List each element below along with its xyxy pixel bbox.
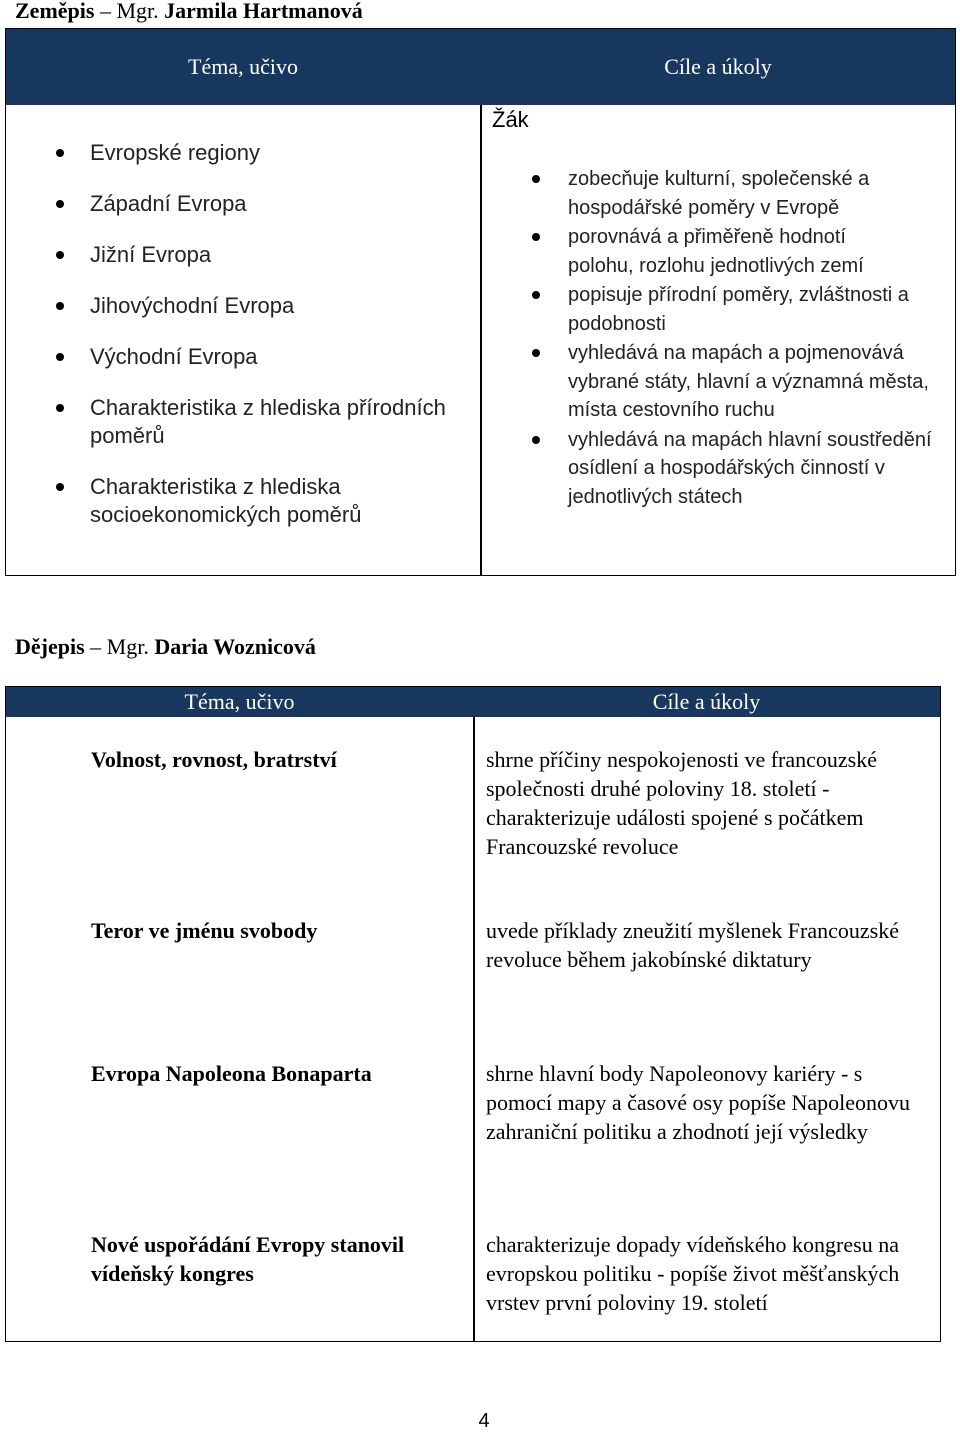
history-dash: – xyxy=(90,634,102,659)
geography-heading xyxy=(15,0,363,24)
list-item: vyhledává na mapách hlavní soustředění osídlení a hospodářských činností v jednotlivých státech xyxy=(532,426,952,512)
history-header-goals: Cíle a úkoly xyxy=(652,689,761,714)
geography-header-topic: Téma, učivo xyxy=(188,54,298,79)
history-topic: Volnost, rovnost, bratrství xyxy=(91,747,337,772)
geography-subject: Zeměpis xyxy=(15,0,95,23)
history-column-divider xyxy=(473,717,475,1341)
history-topic: Teror ve jménu svobody xyxy=(91,918,318,943)
history-table xyxy=(5,686,941,1342)
list-item: zobecňuje kulturní, společenské a hospodářské poměry v Evropě xyxy=(532,165,952,222)
history-topic: Evropa Napoleona Bonaparta xyxy=(91,1061,372,1086)
history-subject: Dějepis xyxy=(15,634,85,659)
list-item: Jihovýchodní Evropa xyxy=(6,292,476,320)
history-goal: charakterizuje dopady vídeňského kongresu na evropskou politiku - popíše život měšťanských vrstev první poloviny 19. století xyxy=(486,1232,900,1315)
geography-teacher-name: Jarmila Hartmanová xyxy=(164,0,363,23)
list-item: porovnává a přiměřeně hodnotí polohu, rozlohu jednotlivých zemí xyxy=(532,223,952,280)
geography-teacher-title: Mgr. xyxy=(116,0,159,23)
list-item: Západní Evropa xyxy=(6,190,476,218)
history-goal: shrne příčiny nespokojenosti ve francouzské společnosti druhé poloviny 18. století - charakterizuje události spojené s počátkem Francouzské revoluce xyxy=(486,747,877,859)
history-teacher-title: Mgr. xyxy=(106,634,149,659)
geography-topics-list xyxy=(6,139,476,552)
geography-column-divider xyxy=(480,105,482,575)
history-topic: Nové uspořádání Evropy stanovil vídeňský kongres xyxy=(91,1232,405,1286)
page-number: 4 xyxy=(478,1410,490,1432)
list-item: vyhledává na mapách a pojmenovává vybrané státy, hlavní a významná města, místa cestovního ruchu xyxy=(532,339,952,425)
geography-goals-lead: Žák xyxy=(492,107,529,132)
list-item: Jižní Evropa xyxy=(6,241,476,269)
history-teacher-name: Daria Woznicová xyxy=(154,634,316,659)
geography-dash: – xyxy=(99,0,111,23)
list-item: Evropské regiony xyxy=(6,139,476,167)
geography-goals-list xyxy=(532,165,952,512)
geography-table xyxy=(5,28,956,576)
history-table-header xyxy=(6,687,940,717)
list-item: Charakteristika z hlediska socioekonomických poměrů xyxy=(6,473,476,529)
history-heading xyxy=(15,634,316,660)
history-goal: uvede příklady zneužití myšlenek Francouzské revoluce během jakobínské diktatury xyxy=(486,918,899,972)
geography-header-goals: Cíle a úkoly xyxy=(664,54,772,79)
history-header-topic: Téma, učivo xyxy=(184,689,295,714)
list-item: Charakteristika z hlediska přírodních poměrů xyxy=(6,394,476,450)
list-item: Východní Evropa xyxy=(6,343,476,371)
history-goal: shrne hlavní body Napoleonovy kariéry - s pomocí mapy a časové osy popíše Napoleonovu zahraniční politiku a zhodnotí její výsledky xyxy=(486,1061,911,1144)
geography-table-header xyxy=(6,29,955,105)
list-item: popisuje přírodní poměry, zvláštnosti a podobnosti xyxy=(532,281,952,338)
